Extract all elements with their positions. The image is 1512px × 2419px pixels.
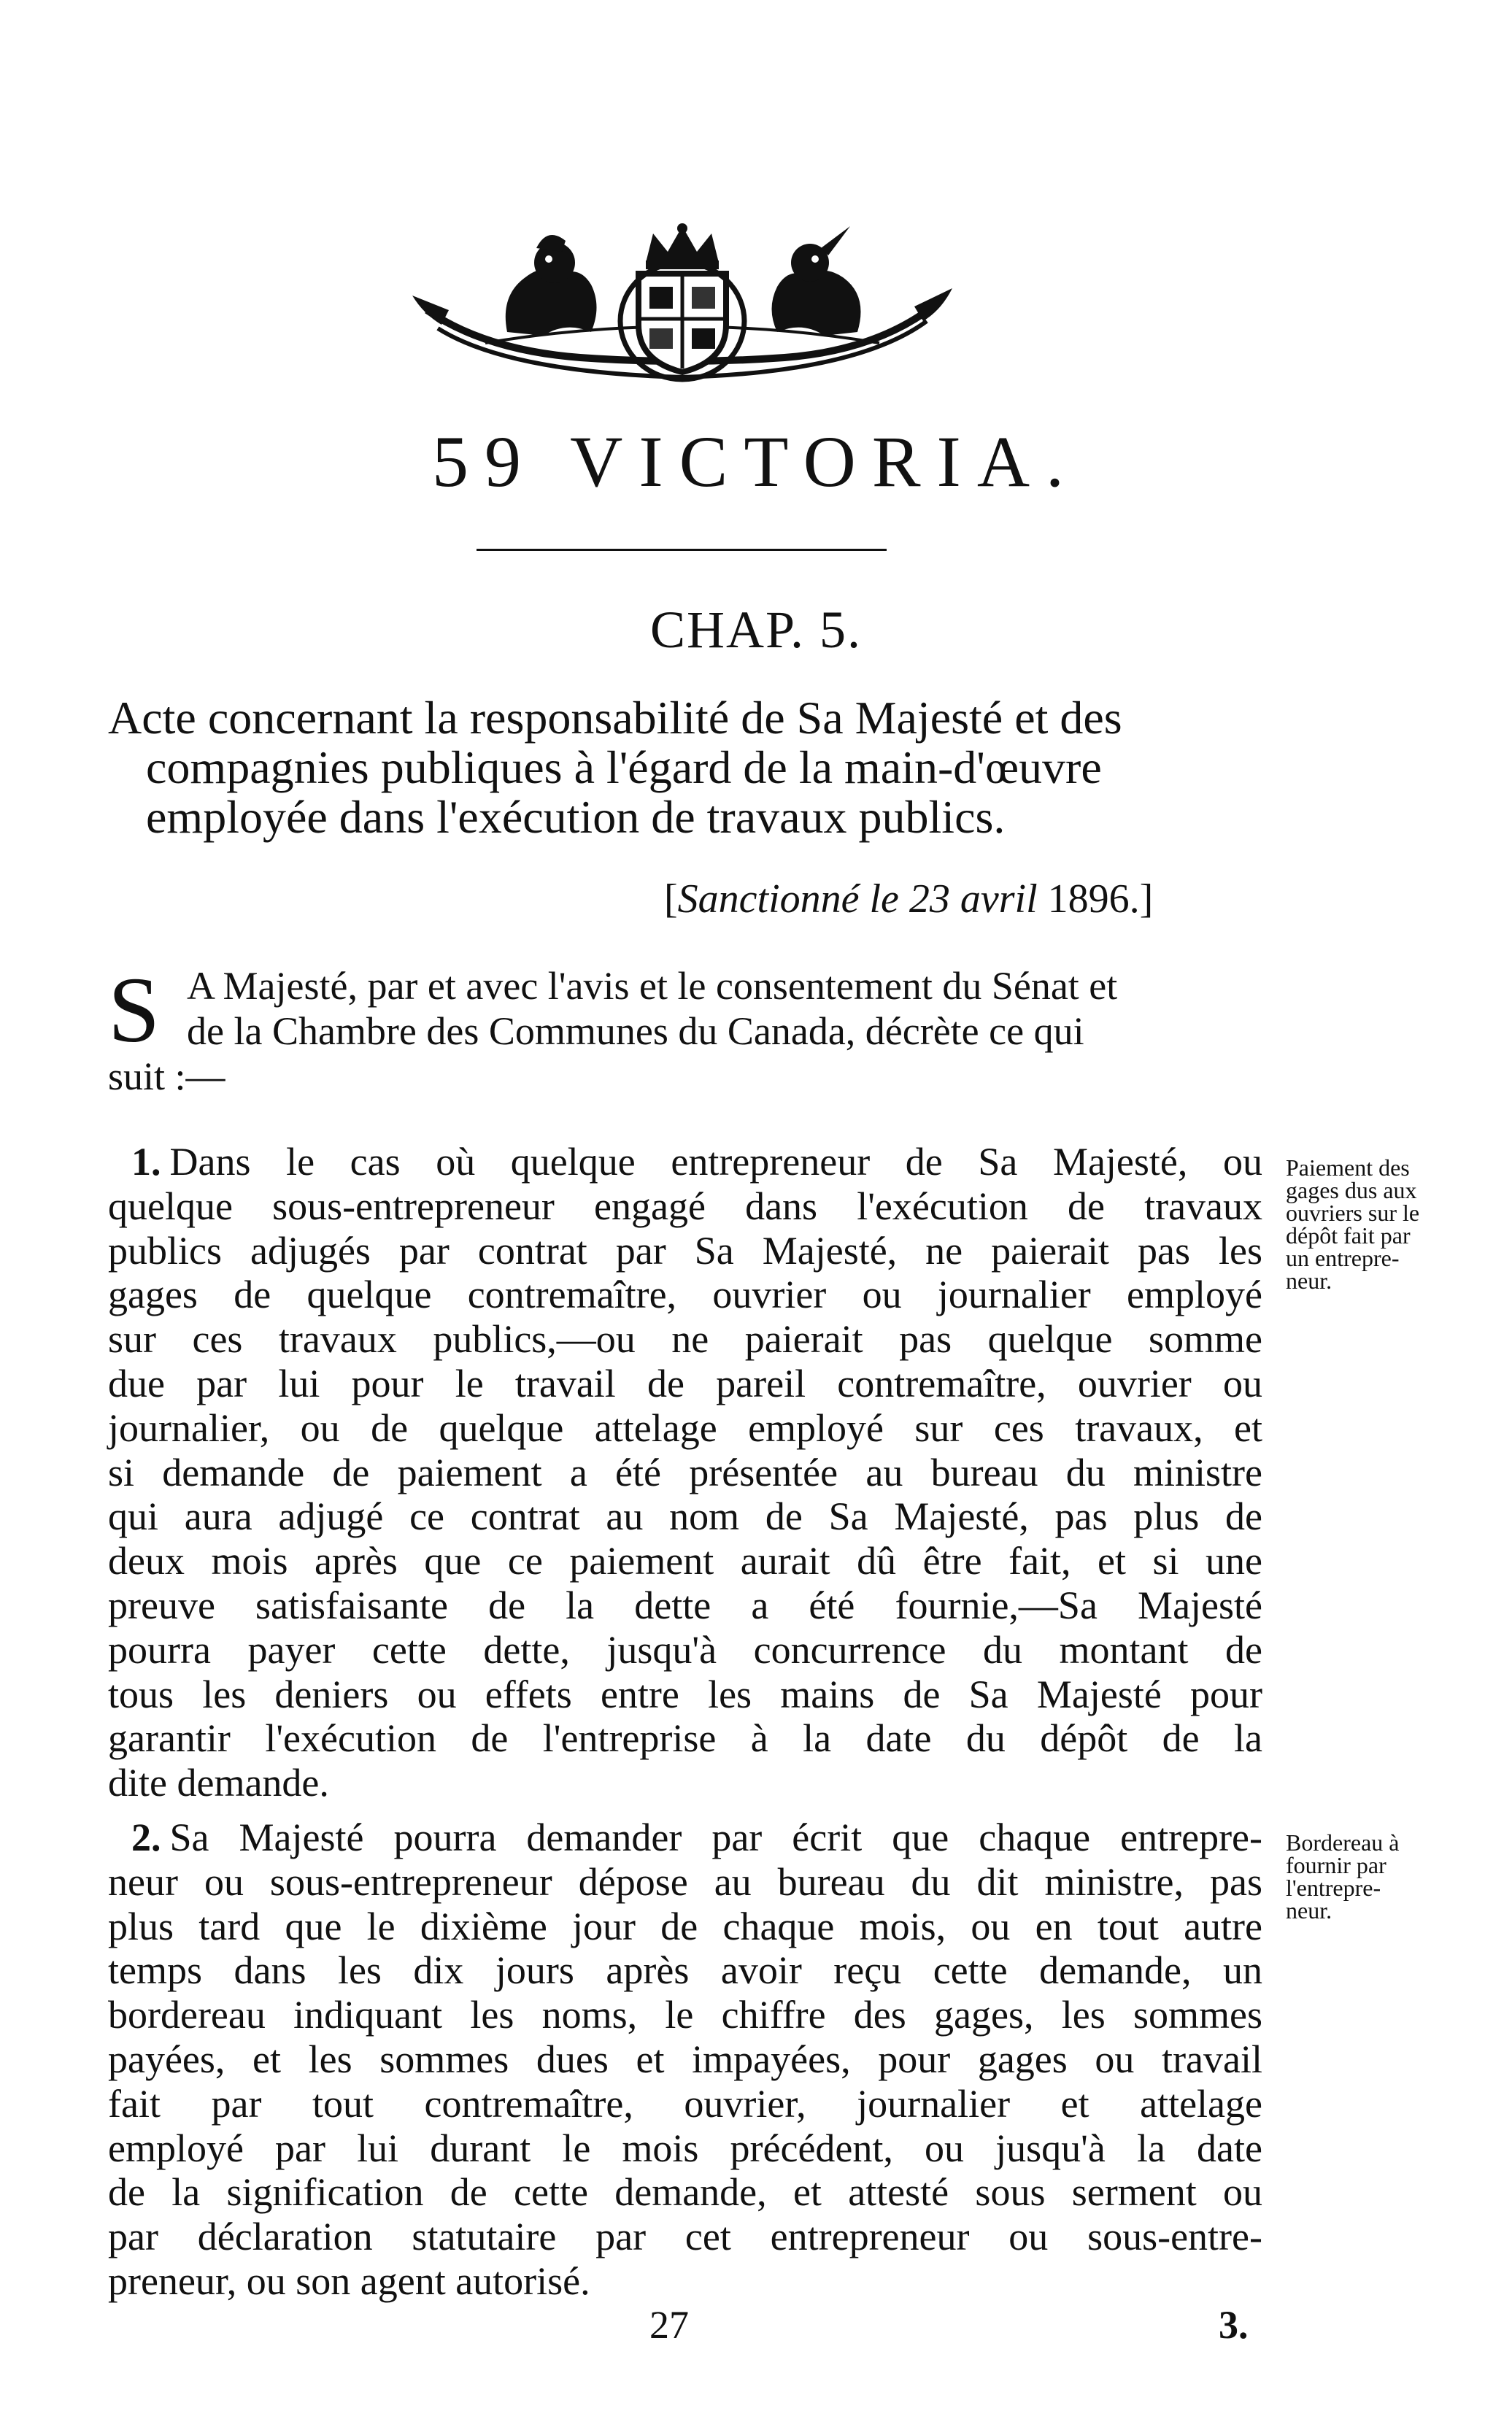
section-2: [108, 1816, 1262, 2304]
marginal-note-2: [1286, 1829, 1476, 1924]
section-1: [108, 1140, 1262, 1805]
section-line: garantir l'exécution de l'entreprise à la date du dépôt de la: [108, 1716, 1262, 1761]
section-line: qui aura adjugé ce contrat au nom de Sa Majesté, pas plus de: [108, 1494, 1262, 1539]
assent-bracket: [: [664, 876, 678, 922]
enacting-line: A Majesté, par et avec l'avis et le consentement du Sénat et: [187, 964, 1118, 1008]
section-line: preneur, ou son agent autorisé.: [108, 2258, 590, 2303]
section-line: preuve satisfaisante de la dette a été fournie,—Sa Majesté: [108, 1583, 1262, 1627]
note-line: Bordereau à: [1286, 1829, 1400, 1856]
section-number: 1.: [131, 1140, 161, 1184]
note-line: l'entrepre-: [1286, 1875, 1381, 1901]
note-line: gages dus aux: [1286, 1177, 1417, 1203]
enacting-line: de la Chambre des Communes du Canada, décrète ce qui: [187, 1009, 1084, 1053]
section-number: 2.: [131, 1816, 161, 1859]
section-line: publics adjugés par contrat par Sa Majesté, ne paierait pas les: [108, 1228, 1262, 1273]
note-line: neur.: [1286, 1268, 1332, 1294]
regnal-year-heading: 59 VICTORIA.: [431, 421, 1081, 502]
section-line: neur ou sous-entrepreneur dépose au bureau du dit ministre, pas: [108, 1859, 1262, 1904]
note-line: fournir par: [1286, 1852, 1386, 1878]
page-number: 27: [649, 2303, 689, 2347]
section-line: de la signification de cette demande, et attesté sous serment ou: [108, 2170, 1262, 2215]
marginal-note-1: [1286, 1154, 1476, 1294]
section-line: gages de quelque contremaître, ouvrier ou journalier employé: [108, 1273, 1262, 1317]
drop-cap: S: [108, 958, 161, 1062]
note-line: un entrepre-: [1286, 1245, 1400, 1271]
catchword: 3.: [1219, 2303, 1249, 2347]
section-line: plus tard que le dixième jour de chaque mois, ou en tout autre: [108, 1904, 1262, 1948]
title-line: employée dans l'exécution de travaux publics.: [146, 791, 1006, 843]
section-line: deux mois après que ce paiement aurait dû être fait, et si une: [108, 1539, 1262, 1583]
enacting-line: suit :—: [108, 1054, 225, 1098]
title-line: Acte concernant la responsabilité de Sa Majesté et des: [108, 692, 1122, 744]
act-title: [108, 693, 1261, 842]
assent-italic: Sanctionné le 23 avril: [677, 876, 1038, 922]
enacting-clause: [108, 958, 1261, 1099]
note-line: dépôt fait par: [1286, 1222, 1411, 1249]
section-line: tous les deniers ou effets entre les mains de Sa Majesté pour: [108, 1672, 1262, 1716]
section-line: pourra payer cette dette, jusqu'à concurrence du montant de: [108, 1627, 1262, 1672]
assent-year: 1896.]: [1037, 876, 1154, 922]
section-line: temps dans les dix jours après avoir reçu cette demande, un: [108, 1948, 1262, 1993]
title-line: compagnies publiques à l'égard de la main-d'œuvre: [146, 741, 1102, 793]
section-line: 1. Dans le cas où quelque entrepreneur de Sa Majesté, ou: [131, 1140, 1262, 1184]
section-line: si demande de paiement a été présentée au bureau du ministre: [108, 1450, 1262, 1494]
section-line: payées, et les sommes dues et impayées, pour gages ou travail: [108, 2037, 1262, 2081]
section-line: quelque sous-entrepreneur engagé dans l'exécution de travaux: [108, 1184, 1262, 1228]
section-line: sur ces travaux publics,—ou ne paierait pas quelque somme: [108, 1317, 1262, 1362]
heading-rule: [477, 549, 887, 551]
assent-date: [664, 876, 1153, 922]
note-line: Paiement des: [1286, 1154, 1410, 1181]
section-line: 2. Sa Majesté pourra demander par écrit que chaque entrepre-: [131, 1816, 1262, 1859]
note-line: ouvriers sur le: [1286, 1200, 1420, 1226]
section-line: journalier, ou de quelque attelage employé sur ces travaux, et: [108, 1405, 1262, 1450]
section-line: par déclaration statutaire par cet entrepreneur ou sous-entre-: [108, 2215, 1262, 2259]
royal-coat-of-arms-icon: [398, 223, 967, 390]
section-line: dite demande.: [108, 1761, 329, 1805]
section-line: fait par tout contremaître, ouvrier, journalier et attelage: [108, 2081, 1262, 2126]
section-line: employé par lui durant le mois précédent, ou jusqu'à la date: [108, 2126, 1262, 2170]
chapter-heading: CHAP. 5.: [649, 601, 863, 659]
section-line: due par lui pour le travail de pareil contremaître, ouvrier ou: [108, 1361, 1262, 1405]
note-line: neur.: [1286, 1897, 1332, 1924]
section-line: bordereau indiquant les noms, le chiffre des gages, les sommes: [108, 1993, 1262, 2037]
